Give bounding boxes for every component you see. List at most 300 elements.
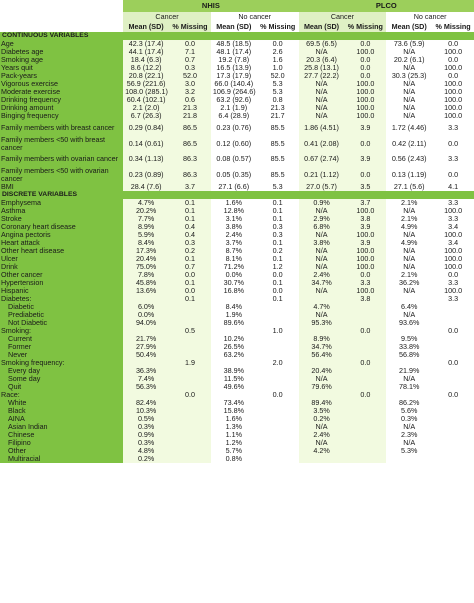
mean-cell: 86.2% bbox=[386, 399, 432, 407]
mean-sd-header: Mean (SD) bbox=[386, 22, 432, 32]
mean-cell: N/A bbox=[299, 247, 345, 255]
mean-cell: 0.56 (2.43) bbox=[386, 152, 432, 168]
mean-cell: 60.4 (102.1) bbox=[123, 96, 169, 104]
missing-cell: 0.7 bbox=[169, 263, 211, 271]
missing-cell: 100.0 bbox=[344, 247, 386, 255]
row-label: Angina pectoris bbox=[0, 231, 123, 239]
mean-cell: 63.2 (92.6) bbox=[211, 96, 257, 104]
missing-cell: 3.7 bbox=[169, 183, 211, 191]
table-row bbox=[0, 407, 474, 415]
mean-cell: 15.8% bbox=[211, 407, 257, 415]
mean-cell: N/A bbox=[299, 48, 345, 56]
row-label: Hypertension bbox=[0, 279, 123, 287]
missing-cell bbox=[344, 319, 386, 327]
mean-cell: 5.9% bbox=[123, 231, 169, 239]
mean-cell: 3.5% bbox=[299, 407, 345, 415]
mean-cell: 106.9 (264.6) bbox=[212, 88, 256, 96]
mean-cell: 0.9% bbox=[123, 431, 169, 439]
missing-cell bbox=[169, 303, 211, 311]
table-row bbox=[0, 88, 474, 96]
mean-cell: 21.7% bbox=[123, 335, 169, 343]
section-title: DISCRETE VARIABLES bbox=[0, 191, 474, 199]
missing-cell: 0.1 bbox=[257, 199, 299, 207]
mean-cell: N/A bbox=[386, 48, 432, 56]
row-label: Age bbox=[0, 40, 123, 48]
missing-cell: 3.5 bbox=[344, 183, 386, 191]
mean-cell: 2.4% bbox=[299, 271, 345, 279]
missing-cell bbox=[344, 439, 386, 447]
mean-cell: 3.8% bbox=[211, 223, 257, 231]
mean-cell: N/A bbox=[299, 80, 345, 88]
mean-cell: 0.42 (2.11) bbox=[386, 136, 432, 152]
missing-cell: 100.0 bbox=[432, 88, 474, 96]
table-row bbox=[0, 423, 474, 431]
pct-missing-header: % Missing bbox=[432, 22, 474, 32]
missing-cell: 0.0 bbox=[257, 391, 299, 399]
mean-cell: 0.3% bbox=[123, 423, 169, 431]
missing-cell: 0.3 bbox=[169, 239, 211, 247]
mean-cell: 0.12 (0.60) bbox=[211, 136, 257, 152]
row-label: Moderate exercise bbox=[0, 88, 123, 96]
missing-cell: 0.0 bbox=[344, 271, 386, 279]
missing-cell bbox=[432, 303, 474, 311]
missing-cell: 1.0 bbox=[257, 64, 299, 72]
missing-cell: 100.0 bbox=[432, 263, 474, 271]
mean-cell: N/A bbox=[299, 375, 345, 383]
mean-cell: N/A bbox=[299, 88, 345, 96]
mean-cell: 20.4% bbox=[123, 255, 169, 263]
mean-cell: N/A bbox=[386, 96, 432, 104]
mean-cell: N/A bbox=[299, 263, 345, 271]
missing-cell: 3.9 bbox=[344, 239, 386, 247]
mean-cell: 49.6% bbox=[211, 383, 257, 391]
table-row bbox=[0, 56, 474, 64]
mean-cell: 1.1% bbox=[211, 431, 257, 439]
mean-cell: 6.4 (28.9) bbox=[211, 112, 257, 120]
table-row bbox=[0, 351, 474, 359]
mean-cell: 5.3% bbox=[386, 447, 432, 455]
mean-cell: 7.4% bbox=[123, 375, 169, 383]
row-label: Family members <50 with breast cancer bbox=[0, 136, 123, 152]
table-row bbox=[0, 359, 474, 367]
missing-cell: 3.8 bbox=[344, 215, 386, 223]
mean-cell: 0.41 (2.08) bbox=[299, 136, 345, 152]
mean-cell: 71.2% bbox=[211, 263, 257, 271]
table-row bbox=[0, 207, 474, 215]
missing-cell: 0.0 bbox=[344, 167, 386, 183]
mean-cell: 8.1% bbox=[211, 255, 257, 263]
missing-cell bbox=[169, 415, 211, 423]
missing-cell: 0.0 bbox=[432, 72, 474, 80]
missing-cell: 0.1 bbox=[169, 207, 211, 215]
mean-cell: 2.1% bbox=[386, 199, 432, 207]
missing-cell: 0.1 bbox=[169, 199, 211, 207]
missing-cell: 21.3 bbox=[169, 104, 211, 112]
mean-cell: 8.4% bbox=[211, 303, 257, 311]
mean-cell bbox=[299, 391, 345, 399]
missing-cell: 0.7 bbox=[169, 56, 211, 64]
missing-cell: 2.6 bbox=[257, 48, 299, 56]
missing-cell: 100.0 bbox=[432, 104, 474, 112]
pct-missing-header: % Missing bbox=[169, 22, 211, 32]
row-label: Other cancer bbox=[0, 271, 123, 279]
missing-cell: 0.1 bbox=[257, 279, 299, 287]
missing-cell: 85.5 bbox=[257, 120, 299, 136]
missing-cell: 0.0 bbox=[169, 287, 211, 295]
row-label: Ulcer bbox=[0, 255, 123, 263]
mean-cell: 2.1% bbox=[386, 271, 432, 279]
mean-cell: 27.1 (5.6) bbox=[386, 183, 432, 191]
mean-cell: 5.7% bbox=[211, 447, 257, 455]
row-label: Diabetes: bbox=[0, 295, 123, 303]
mean-cell: 56.8% bbox=[386, 351, 432, 359]
mean-cell: 36.3% bbox=[123, 367, 169, 375]
missing-cell bbox=[169, 455, 211, 463]
mean-cell: 93.6% bbox=[386, 319, 432, 327]
missing-cell: 21.8 bbox=[169, 112, 211, 120]
mean-cell: 95.3% bbox=[299, 319, 345, 327]
missing-cell: 7.1 bbox=[169, 48, 211, 56]
mean-cell: 8.4% bbox=[123, 239, 169, 247]
row-label: Some day bbox=[0, 375, 123, 383]
missing-cell bbox=[432, 319, 474, 327]
missing-cell: 0.0 bbox=[432, 271, 474, 279]
row-label: Hispanic bbox=[0, 287, 123, 295]
missing-cell bbox=[344, 455, 386, 463]
missing-cell: 0.3 bbox=[257, 223, 299, 231]
table-row bbox=[0, 271, 474, 279]
table-row bbox=[0, 80, 474, 88]
row-label: Never bbox=[0, 351, 123, 359]
mean-cell: 4.7% bbox=[123, 199, 169, 207]
missing-cell: 86.3 bbox=[169, 152, 211, 168]
mean-cell: 0.9% bbox=[299, 199, 345, 207]
mean-cell: 17.3 (17.9) bbox=[211, 72, 257, 80]
mean-cell: N/A bbox=[386, 311, 432, 319]
missing-cell: 3.8 bbox=[344, 295, 386, 303]
pct-missing-header: % Missing bbox=[257, 22, 299, 32]
table-row bbox=[0, 287, 474, 295]
missing-cell: 3.2 bbox=[169, 88, 211, 96]
table-row bbox=[0, 136, 474, 152]
row-label: Chinese bbox=[0, 431, 123, 439]
mean-cell: 44.1 (17.4) bbox=[123, 48, 169, 56]
mean-cell bbox=[211, 391, 257, 399]
mean-cell: 16.8% bbox=[211, 287, 257, 295]
missing-cell bbox=[432, 335, 474, 343]
mean-cell: 6.8% bbox=[299, 223, 345, 231]
mean-cell: 28.4 (7.6) bbox=[123, 183, 169, 191]
table-row bbox=[0, 152, 474, 168]
mean-cell: 7.8% bbox=[123, 271, 169, 279]
mean-cell: 13.6% bbox=[123, 287, 169, 295]
missing-cell bbox=[169, 399, 211, 407]
mean-cell bbox=[211, 295, 257, 303]
mean-cell: 30.7% bbox=[211, 279, 257, 287]
row-label: Race: bbox=[0, 391, 123, 399]
mean-cell: N/A bbox=[299, 423, 345, 431]
mean-cell: N/A bbox=[386, 112, 432, 120]
missing-cell: 0.0 bbox=[432, 167, 474, 183]
missing-cell: 100.0 bbox=[344, 112, 386, 120]
missing-cell: 0.1 bbox=[169, 215, 211, 223]
table-row bbox=[0, 223, 474, 231]
mean-cell: 16.5 (13.9) bbox=[211, 64, 257, 72]
row-label: Drinking frequency bbox=[0, 96, 123, 104]
table-row bbox=[0, 399, 474, 407]
mean-cell bbox=[386, 359, 432, 367]
missing-cell bbox=[432, 343, 474, 351]
table-row bbox=[0, 327, 474, 335]
mean-cell: 69.5 (6.5) bbox=[299, 40, 345, 48]
missing-cell: 100.0 bbox=[432, 287, 474, 295]
mean-cell bbox=[299, 455, 345, 463]
mean-cell: 79.6% bbox=[299, 383, 345, 391]
missing-cell: 0.1 bbox=[169, 295, 211, 303]
mean-cell: 108.0 (285.1) bbox=[125, 88, 168, 96]
table-row bbox=[0, 239, 474, 247]
missing-cell: 0.0 bbox=[344, 56, 386, 64]
missing-cell: 100.0 bbox=[432, 64, 474, 72]
row-label: Drinking amount bbox=[0, 104, 123, 112]
row-label: Other bbox=[0, 447, 123, 455]
mean-cell: N/A bbox=[386, 64, 432, 72]
mean-cell: 6.7 (26.3) bbox=[123, 112, 169, 120]
mean-cell: N/A bbox=[299, 439, 345, 447]
missing-cell bbox=[169, 375, 211, 383]
mean-cell: N/A bbox=[386, 263, 432, 271]
row-label: Multiracial bbox=[0, 455, 123, 463]
missing-cell: 5.3 bbox=[257, 80, 299, 88]
missing-cell: 4.1 bbox=[432, 183, 474, 191]
mean-cell: 0.5% bbox=[123, 415, 169, 423]
mean-cell: N/A bbox=[386, 287, 432, 295]
missing-cell: 85.5 bbox=[257, 167, 299, 183]
table-row bbox=[0, 343, 474, 351]
mean-cell: 3.8% bbox=[299, 239, 345, 247]
row-label: Family members <50 with ovarian cancer bbox=[0, 167, 123, 183]
mean-cell: 18.4 (6.3) bbox=[123, 56, 169, 64]
mean-cell: N/A bbox=[299, 96, 345, 104]
missing-cell: 100.0 bbox=[432, 80, 474, 88]
missing-cell: 100.0 bbox=[344, 255, 386, 263]
row-label: Quit bbox=[0, 383, 123, 391]
row-label: Asthma bbox=[0, 207, 123, 215]
mean-cell: 38.9% bbox=[211, 367, 257, 375]
mean-cell: 56.9 (221.6) bbox=[123, 80, 169, 88]
missing-cell bbox=[344, 415, 386, 423]
row-label: Every day bbox=[0, 367, 123, 375]
mean-cell: 3.1% bbox=[211, 215, 257, 223]
plco-header: PLCO bbox=[299, 0, 474, 12]
mean-cell bbox=[299, 327, 345, 335]
missing-cell bbox=[169, 407, 211, 415]
mean-cell: 34.7% bbox=[299, 343, 345, 351]
missing-cell: 1.6 bbox=[257, 56, 299, 64]
table-row bbox=[0, 431, 474, 439]
row-label: Smoking: bbox=[0, 327, 123, 335]
row-label: Binging frequency bbox=[0, 112, 123, 120]
missing-cell: 100.0 bbox=[344, 287, 386, 295]
mean-cell: 78.1% bbox=[386, 383, 432, 391]
missing-cell: 86.5 bbox=[169, 120, 211, 136]
missing-cell bbox=[257, 375, 299, 383]
missing-cell bbox=[257, 351, 299, 359]
mean-cell: 0.13 (1.19) bbox=[386, 167, 432, 183]
mean-cell: 2.9% bbox=[299, 215, 345, 223]
missing-cell: 100.0 bbox=[432, 231, 474, 239]
mean-cell bbox=[299, 295, 345, 303]
missing-cell: 100.0 bbox=[344, 88, 386, 96]
missing-cell: 3.3 bbox=[432, 295, 474, 303]
mean-cell: 8.9% bbox=[123, 223, 169, 231]
missing-cell bbox=[432, 407, 474, 415]
mean-cell: 73.6 (5.9) bbox=[386, 40, 432, 48]
row-label: Black bbox=[0, 407, 123, 415]
missing-cell: 3.0 bbox=[169, 80, 211, 88]
table-row bbox=[0, 447, 474, 455]
missing-cell: 0.0 bbox=[432, 391, 474, 399]
mean-cell: 30.3 (25.3) bbox=[386, 72, 432, 80]
missing-cell: 3.9 bbox=[344, 120, 386, 136]
missing-cell: 3.3 bbox=[432, 215, 474, 223]
missing-cell bbox=[169, 431, 211, 439]
mean-cell: 1.6% bbox=[211, 199, 257, 207]
mean-cell: 25.8 (13.1) bbox=[299, 64, 345, 72]
missing-cell bbox=[432, 431, 474, 439]
row-label: Filipino bbox=[0, 439, 123, 447]
missing-cell: 0.0 bbox=[169, 40, 211, 48]
missing-cell: 3.3 bbox=[432, 152, 474, 168]
mean-sd-header: Mean (SD) bbox=[211, 22, 257, 32]
missing-cell: 3.9 bbox=[344, 223, 386, 231]
table-row bbox=[0, 120, 474, 136]
missing-cell bbox=[257, 311, 299, 319]
mean-cell bbox=[386, 327, 432, 335]
missing-cell bbox=[169, 423, 211, 431]
mean-cell: 0.2% bbox=[299, 415, 345, 423]
missing-cell: 0.6 bbox=[169, 96, 211, 104]
section-title: CONTINUOUS VARIABLES bbox=[0, 32, 474, 40]
mean-cell: 6.4% bbox=[386, 303, 432, 311]
missing-cell bbox=[344, 423, 386, 431]
missing-cell bbox=[257, 415, 299, 423]
missing-cell: 0.0 bbox=[257, 271, 299, 279]
mean-cell: 1.6% bbox=[211, 415, 257, 423]
mean-cell: N/A bbox=[386, 375, 432, 383]
mean-cell: 3.7% bbox=[211, 239, 257, 247]
mean-cell: 0.0% bbox=[123, 311, 169, 319]
mean-cell: 34.7% bbox=[299, 279, 345, 287]
mean-cell: 20.4% bbox=[299, 367, 345, 375]
nhis-no-cancer-header: No cancer bbox=[211, 12, 299, 22]
missing-cell: 2.0 bbox=[257, 359, 299, 367]
mean-cell: 4.2% bbox=[299, 447, 345, 455]
mean-cell: 56.4% bbox=[299, 351, 345, 359]
missing-cell bbox=[169, 383, 211, 391]
missing-cell: 0.5 bbox=[169, 327, 211, 335]
missing-cell: 0.0 bbox=[344, 391, 386, 399]
mean-cell: 82.4% bbox=[123, 399, 169, 407]
mean-cell: 1.3% bbox=[211, 423, 257, 431]
mean-cell: N/A bbox=[299, 311, 345, 319]
missing-cell: 0.4 bbox=[169, 223, 211, 231]
mean-cell: 2.4% bbox=[299, 431, 345, 439]
mean-cell: 4.9% bbox=[386, 223, 432, 231]
mean-sd-header: Mean (SD) bbox=[299, 22, 345, 32]
mean-cell: N/A bbox=[299, 255, 345, 263]
row-label: Vigorous exercise bbox=[0, 80, 123, 88]
mean-cell: N/A bbox=[386, 255, 432, 263]
mean-cell: N/A bbox=[386, 88, 432, 96]
mean-cell bbox=[386, 391, 432, 399]
row-label: Other heart disease bbox=[0, 247, 123, 255]
missing-cell bbox=[344, 383, 386, 391]
nhis-cancer-header: Cancer bbox=[123, 12, 211, 22]
table-row bbox=[0, 391, 474, 399]
missing-cell bbox=[432, 351, 474, 359]
missing-cell bbox=[432, 383, 474, 391]
mean-cell: 0.23 (0.76) bbox=[211, 120, 257, 136]
table-row bbox=[0, 72, 474, 80]
missing-cell bbox=[169, 439, 211, 447]
missing-cell: 100.0 bbox=[344, 48, 386, 56]
missing-cell: 3.3 bbox=[432, 120, 474, 136]
missing-cell: 0.1 bbox=[257, 295, 299, 303]
row-label: Pack-years bbox=[0, 72, 123, 80]
missing-cell bbox=[169, 311, 211, 319]
missing-cell: 1.0 bbox=[257, 327, 299, 335]
mean-cell: 27.7 (22.2) bbox=[299, 72, 345, 80]
table-row bbox=[0, 295, 474, 303]
mean-cell: 0.14 (0.61) bbox=[123, 136, 169, 152]
missing-cell: 52.0 bbox=[257, 72, 299, 80]
mean-cell: 5.6% bbox=[386, 407, 432, 415]
mean-cell: 50.4% bbox=[123, 351, 169, 359]
mean-cell: 33.8% bbox=[386, 343, 432, 351]
missing-cell bbox=[257, 455, 299, 463]
continuous-section bbox=[0, 32, 474, 191]
mean-cell: N/A bbox=[386, 231, 432, 239]
mean-cell: 63.2% bbox=[211, 351, 257, 359]
table-row bbox=[0, 455, 474, 463]
mean-cell: 1.86 (4.51) bbox=[299, 120, 345, 136]
missing-cell bbox=[432, 439, 474, 447]
mean-cell: N/A bbox=[386, 207, 432, 215]
mean-cell: 73.4% bbox=[211, 399, 257, 407]
mean-cell bbox=[211, 359, 257, 367]
mean-cell bbox=[386, 295, 432, 303]
missing-cell: 3.3 bbox=[344, 279, 386, 287]
missing-cell bbox=[257, 407, 299, 415]
mean-cell bbox=[123, 359, 169, 367]
mean-cell: 2.3% bbox=[386, 431, 432, 439]
missing-cell bbox=[344, 399, 386, 407]
mean-cell: 21.9% bbox=[386, 367, 432, 375]
mean-cell bbox=[123, 327, 169, 335]
missing-cell bbox=[344, 447, 386, 455]
table-row bbox=[0, 48, 474, 56]
missing-cell: 0.1 bbox=[257, 255, 299, 263]
missing-cell: 0.1 bbox=[169, 279, 211, 287]
missing-cell: 0.0 bbox=[432, 359, 474, 367]
mean-cell: 10.3% bbox=[123, 407, 169, 415]
mean-cell: 75.0% bbox=[123, 263, 169, 271]
mean-cell: 45.8% bbox=[123, 279, 169, 287]
missing-cell: 100.0 bbox=[432, 96, 474, 104]
missing-cell bbox=[432, 423, 474, 431]
missing-cell: 3.3 bbox=[432, 199, 474, 207]
